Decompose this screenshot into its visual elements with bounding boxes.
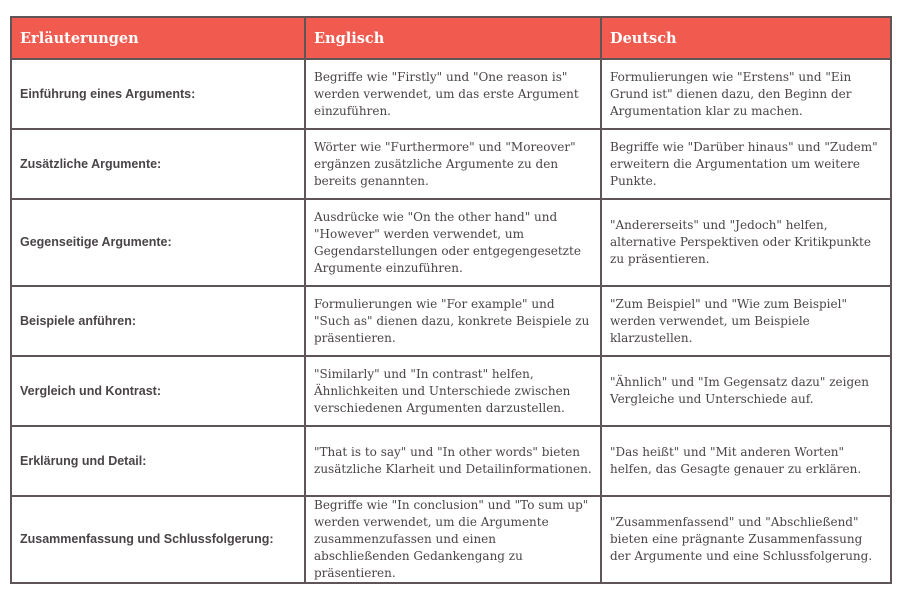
term-cell: Erklärung und Detail: bbox=[11, 426, 305, 496]
english-cell: "Similarly" und "In contrast" helfen, Ähnlichkeiten und Unterschiede zwischen verschiedenen Argumenten darzustellen. bbox=[305, 356, 601, 426]
table-row bbox=[11, 426, 891, 496]
table-row bbox=[11, 496, 891, 583]
comparison-table bbox=[10, 16, 892, 584]
table-row bbox=[11, 286, 891, 356]
term-cell: Einführung eines Arguments: bbox=[11, 59, 305, 129]
table-row bbox=[11, 199, 891, 286]
table-row bbox=[11, 356, 891, 426]
header-english: Englisch bbox=[305, 17, 601, 59]
german-cell: "Zum Beispiel" und "Wie zum Beispiel" werden verwendet, um Beispiele klarzustellen. bbox=[601, 286, 891, 356]
term-cell: Zusammenfassung und Schlussfolgerung: bbox=[11, 496, 305, 583]
term-cell: Gegenseitige Argumente: bbox=[11, 199, 305, 286]
table-header-row bbox=[11, 17, 891, 59]
german-cell: "Das heißt" und "Mit anderen Worten" helfen, das Gesagte genauer zu erklären. bbox=[601, 426, 891, 496]
english-cell: "That is to say" und "In other words" bieten zusätzliche Klarheit und Detailinformationen. bbox=[305, 426, 601, 496]
english-cell: Begriffe wie "Firstly" und "One reason is" werden verwendet, um das erste Argument einzuführen. bbox=[305, 59, 601, 129]
header-explanations: Erläuterungen bbox=[11, 17, 305, 59]
term-cell: Vergleich und Kontrast: bbox=[11, 356, 305, 426]
german-cell: Formulierungen wie "Erstens" und "Ein Grund ist" dienen dazu, den Beginn der Argumentation klar zu machen. bbox=[601, 59, 891, 129]
english-cell: Formulierungen wie "For example" und "Such as" dienen dazu, konkrete Beispiele zu präsentieren. bbox=[305, 286, 601, 356]
english-cell: Wörter wie "Furthermore" und "Moreover" ergänzen zusätzliche Argumente zu den bereits genannten. bbox=[305, 129, 601, 199]
english-cell: Begriffe wie "In conclusion" und "To sum up" werden verwendet, um die Argumente zusammenzufassen und einen abschließenden Gedankengang zu präsentieren. bbox=[305, 496, 601, 583]
term-cell: Beispiele anführen: bbox=[11, 286, 305, 356]
german-cell: "Andererseits" und "Jedoch" helfen, alternative Perspektiven oder Kritikpunkte zu präsentieren. bbox=[601, 199, 891, 286]
header-german: Deutsch bbox=[601, 17, 891, 59]
table-row bbox=[11, 129, 891, 199]
german-cell: Begriffe wie "Darüber hinaus" und "Zudem" erweitern die Argumentation um weitere Punkte. bbox=[601, 129, 891, 199]
english-cell: Ausdrücke wie "On the other hand" und "However" werden verwendet, um Gegendarstellungen oder entgegengesetzte Argumente einzuführen. bbox=[305, 199, 601, 286]
german-cell: "Ähnlich" und "Im Gegensatz dazu" zeigen Vergleiche und Unterschiede auf. bbox=[601, 356, 891, 426]
term-cell: Zusätzliche Argumente: bbox=[11, 129, 305, 199]
table-row bbox=[11, 59, 891, 129]
german-cell: "Zusammenfassend" und "Abschließend" bieten eine prägnante Zusammenfassung der Argumente und eine Schlussfolgerung. bbox=[601, 496, 891, 583]
